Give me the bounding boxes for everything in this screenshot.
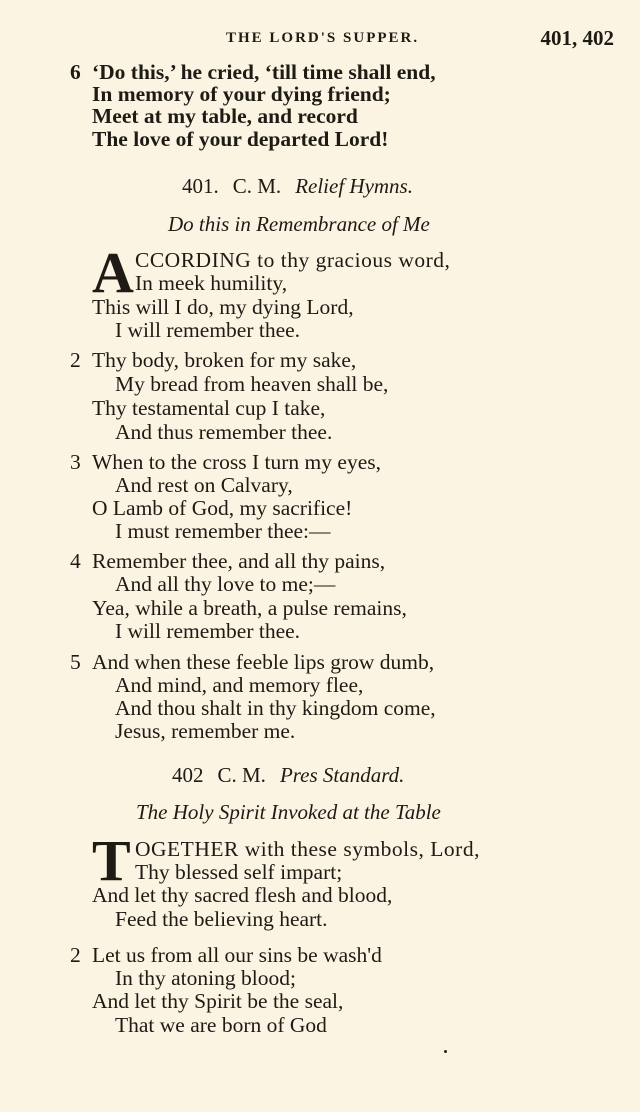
- drop-cap: A: [92, 240, 134, 305]
- verse-line: Jesus, remember me.: [115, 719, 296, 743]
- verse-line: I will remember thee.: [115, 619, 301, 643]
- hymn-header: [172, 763, 404, 788]
- hymn-source: Relief Hymns.: [295, 174, 413, 198]
- verse-line: And let thy Spirit be the seal,: [92, 989, 344, 1013]
- verse-line: CCORDING to thy gracious word,: [135, 248, 451, 272]
- hymn-title: The Holy Spirit Invoked at the Table: [136, 800, 441, 824]
- page-number: 401, 402: [540, 26, 614, 50]
- verse-line: ‘Do this,’ he cried, ‘till time shall end,: [92, 60, 436, 84]
- verse-line: And all thy love to me;—: [115, 572, 336, 596]
- stanza-number: 2: [70, 943, 81, 967]
- stanza-number: 4: [70, 549, 81, 573]
- verse-line: Yea, while a breath, a pulse remains,: [92, 596, 407, 620]
- verse-line: And mind, and memory flee,: [115, 673, 364, 697]
- verse-line: Meet at my table, and record: [92, 104, 358, 128]
- verse-line: And rest on Calvary,: [115, 473, 293, 497]
- verse-line: I must remember thee:—: [115, 519, 331, 543]
- verse-line: This will I do, my dying Lord,: [92, 295, 354, 319]
- verse-line: That we are born of God: [115, 1013, 327, 1037]
- drop-cap: T: [92, 828, 131, 893]
- verse-line: Thy blessed self impart;: [135, 860, 343, 884]
- stanza-number: 5: [70, 650, 81, 674]
- verse-line: Let us from all our sins be wash'd: [92, 943, 382, 967]
- stanza-number: 3: [70, 450, 81, 474]
- verse-line: Thy body, broken for my sake,: [92, 348, 357, 372]
- verse-line: And when these feeble lips grow dumb,: [92, 650, 435, 674]
- verse-line: In memory of your dying friend;: [92, 82, 391, 106]
- hymn-number: 401.: [182, 174, 219, 198]
- verse-line: And thou shalt in thy kingdom come,: [115, 696, 436, 720]
- verse-line: The love of your departed Lord!: [92, 127, 389, 151]
- verse-line: When to the cross I turn my eyes,: [92, 450, 381, 474]
- verse-line: Thy testamental cup I take,: [92, 396, 326, 420]
- hymn-source: Pres Standard.: [279, 763, 405, 787]
- hymn-meter: C. M.: [232, 174, 282, 198]
- verse-line: O Lamb of God, my sacrifice!: [92, 496, 353, 520]
- hymn-header: [182, 174, 413, 199]
- verse-line: And let thy sacred flesh and blood,: [92, 883, 393, 907]
- verse-line: In meek humility,: [135, 271, 288, 295]
- hymn-title: Do this in Remembrance of Me: [168, 212, 430, 236]
- verse-line: In thy atoning blood;: [115, 966, 296, 990]
- stanza-number: 6: [70, 60, 81, 84]
- hymn-meter: C. M.: [217, 763, 266, 787]
- ink-speck: [444, 1050, 447, 1053]
- stanza-number: 2: [70, 348, 81, 372]
- verse-line: And thus remember thee.: [115, 420, 333, 444]
- verse-line: I will remember thee.: [115, 318, 301, 342]
- verse-line: OGETHER with these symbols, Lord,: [135, 837, 480, 861]
- running-head: THE LORD'S SUPPER.: [226, 30, 420, 46]
- verse-line: My bread from heaven shall be,: [115, 372, 389, 396]
- verse-line: Feed the believing heart.: [115, 907, 328, 931]
- verse-line: Remember thee, and all thy pains,: [92, 549, 386, 573]
- hymn-number: 402: [172, 763, 204, 787]
